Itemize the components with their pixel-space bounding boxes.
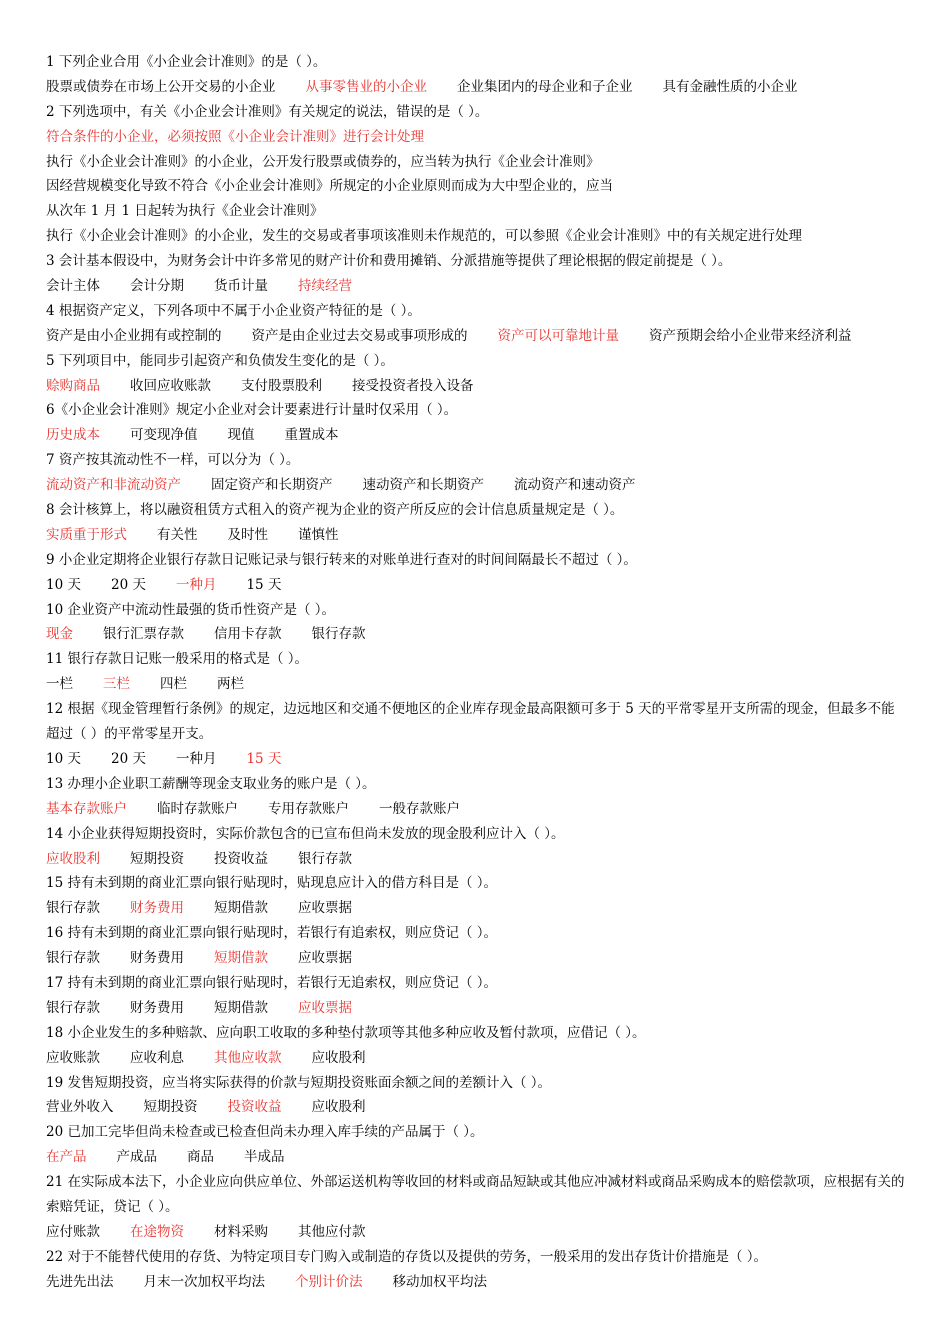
answer-option: 应收股利 bbox=[311, 1099, 366, 1116]
question-text: 7 资产按其流动性不一样，可以分为（ ）。 bbox=[46, 452, 300, 469]
answer-option: 半成品 bbox=[244, 1149, 285, 1166]
options-row bbox=[46, 847, 906, 872]
answer-option: 会计主体 bbox=[46, 278, 100, 295]
options-row bbox=[46, 1220, 906, 1245]
options-row bbox=[46, 1270, 906, 1295]
answer-option-correct: 在途物资 bbox=[130, 1223, 184, 1240]
question-text: 13 办理小企业职工薪酬等现金支取业务的账户是（ ）。 bbox=[46, 775, 376, 792]
question-text: 12 根据《现金管理暂行条例》的规定，边远地区和交通不便地区的企业库存现金最高限额可多于 5 天的平常零星开支所需的现金，但最多不能超过（ ）的平常零星开支。 bbox=[46, 701, 895, 743]
answer-option: 10 天 bbox=[46, 576, 81, 593]
answer-option: 财务费用 bbox=[130, 999, 184, 1016]
question-text: 10 企业资产中流动性最强的货币性资产是（ ）。 bbox=[46, 601, 336, 618]
answer-option: 一种月 bbox=[175, 750, 217, 767]
options-row bbox=[46, 374, 906, 399]
answer-option-correct: 财务费用 bbox=[130, 900, 184, 917]
answer-option: 产成品 bbox=[116, 1149, 157, 1166]
answer-option: 四栏 bbox=[160, 676, 187, 693]
answer-option: 从次年 1 月 1 日起转为执行《企业会计准则》 bbox=[46, 203, 324, 220]
answer-option: 有关性 bbox=[157, 526, 198, 543]
answer-option: 银行存款 bbox=[46, 999, 100, 1016]
options-row bbox=[46, 75, 906, 100]
options-row bbox=[46, 523, 906, 548]
question-text: 6《小企业会计准则》规定小企业对会计要素进行计量时仅采用（ ）。 bbox=[46, 402, 458, 419]
answer-option-correct: 三栏 bbox=[103, 676, 130, 693]
answer-option-correct: 赊购商品 bbox=[46, 377, 100, 394]
answer-option: 接受投资者投入设备 bbox=[352, 377, 474, 394]
answer-option: 信用卡存款 bbox=[214, 626, 282, 643]
answer-option: 20 天 bbox=[110, 576, 146, 593]
options-row bbox=[46, 1095, 906, 1120]
answer-option: 执行《小企业会计准则》的小企业，公开发行股票或债券的，应当转为执行《企业会计准则》 bbox=[46, 153, 600, 170]
question-text: 14 小企业获得短期投资时，实际价款包含的已宣布但尚未发放的现金股利应计入（ ）。 bbox=[46, 825, 565, 842]
answer-option: 应收票据 bbox=[298, 950, 352, 967]
question-text: 8 会计核算上，将以融资租赁方式租入的资产视为企业的资产所反应的会计信息质量规定是（ ）。 bbox=[46, 502, 624, 519]
options-row bbox=[46, 896, 906, 921]
options-row bbox=[46, 274, 906, 299]
answer-option-correct: 应收票据 bbox=[298, 999, 352, 1016]
options-row bbox=[46, 797, 906, 822]
question-text: 18 小企业发生的多种赔款、应向职工收取的多种垫付款项等其他多种应收及暂付款项，应借记（ ）。 bbox=[46, 1024, 646, 1041]
question-text: 22 对于不能替代使用的存货、为特定项目专门购入或制造的存货以及提供的劳务，一般采用的发出存货计价措施是（ ）。 bbox=[46, 1248, 768, 1265]
answer-option: 投资收益 bbox=[214, 850, 268, 867]
answer-option: 营业外收入 bbox=[46, 1099, 114, 1116]
answer-option: 一栏 bbox=[46, 676, 73, 693]
question-text: 16 持有未到期的商业汇票向银行贴现时，若银行有追索权，则应贷记（ ）。 bbox=[46, 925, 498, 942]
exam-document bbox=[46, 50, 906, 1295]
options-row bbox=[46, 473, 906, 498]
question-text: 9 小企业定期将企业银行存款日记账记录与银行转来的对账单进行查对的时间间隔最长不超过（ ）。 bbox=[46, 551, 637, 568]
answer-option: 资产是由小企业拥有或控制的 bbox=[46, 327, 222, 344]
answer-option: 资产预期会给小企业带来经济利益 bbox=[649, 327, 852, 344]
answer-option: 短期借款 bbox=[214, 999, 268, 1016]
answer-option-correct: 应收股利 bbox=[46, 850, 100, 867]
answer-option: 速动资产和长期资产 bbox=[362, 477, 484, 494]
answer-option: 及时性 bbox=[227, 526, 268, 543]
answer-option: 支付股票股利 bbox=[241, 377, 322, 394]
answer-option: 移动加权平均法 bbox=[392, 1273, 487, 1290]
answer-option: 企业集团内的母企业和子企业 bbox=[457, 78, 633, 95]
options-row bbox=[46, 423, 906, 448]
answer-option: 两栏 bbox=[217, 676, 244, 693]
answer-option: 短期借款 bbox=[214, 900, 268, 917]
options-row bbox=[46, 1145, 906, 1170]
question-text: 1 下列企业合用《小企业会计准则》的是（ ）。 bbox=[46, 54, 327, 70]
question-text: 21 在实际成本法下，小企业应向供应单位、外部运送机构等收回的材料或商品短缺或其他应冲减材料或商品采购成本的赔偿款项，应根据有关的索赔凭证，贷记（ ）。 bbox=[46, 1174, 905, 1216]
answer-option: 专用存款账户 bbox=[268, 800, 349, 817]
answer-option: 短期投资 bbox=[130, 850, 184, 867]
options-row bbox=[46, 996, 906, 1021]
answer-option: 15 天 bbox=[246, 576, 282, 593]
answer-option: 银行汇票存款 bbox=[103, 626, 184, 643]
answer-option-correct: 短期借款 bbox=[214, 950, 268, 967]
answer-option: 谨慎性 bbox=[298, 526, 339, 543]
answer-option: 收回应收账款 bbox=[130, 377, 211, 394]
question-text: 5 下列项目中，能同步引起资产和负债发生变化的是（ ）。 bbox=[46, 352, 394, 369]
answer-option-correct: 流动资产和非流动资产 bbox=[46, 477, 181, 494]
answer-option: 流动资产和速动资产 bbox=[514, 477, 636, 494]
question-text: 11 银行存款日记账一般采用的格式是（ ）。 bbox=[46, 651, 309, 668]
answer-option: 具有金融性质的小企业 bbox=[662, 78, 798, 95]
answer-option: 因经营规模变化导致不符合《小企业会计准则》所规定的小企业原则而成为大中型企业的，应当 bbox=[46, 178, 613, 195]
answer-option-correct: 其他应收款 bbox=[214, 1049, 282, 1066]
answer-option-correct: 历史成本 bbox=[46, 427, 100, 444]
question-text: 17 持有未到期的商业汇票向银行贴现时，若银行无追索权，则应贷记（ ）。 bbox=[46, 974, 498, 991]
answer-option: 商品 bbox=[187, 1149, 214, 1166]
question-text: 15 持有未到期的商业汇票向银行贴现时，贴现息应计入的借方科目是（ ）。 bbox=[46, 875, 498, 892]
answer-option: 应收账款 bbox=[46, 1049, 100, 1066]
answer-option: 股票或债券在市场上公开交易的小企业 bbox=[46, 78, 276, 95]
answer-option: 先进先出法 bbox=[46, 1273, 114, 1290]
answer-option: 应付账款 bbox=[46, 1223, 100, 1240]
answer-option: 应收票据 bbox=[298, 900, 352, 917]
answer-option: 银行存款 bbox=[298, 850, 352, 867]
answer-option-correct: 在产品 bbox=[46, 1149, 87, 1166]
answer-option: 10 天 bbox=[46, 750, 81, 767]
answer-option: 其他应付款 bbox=[298, 1223, 366, 1240]
answer-option: 执行《小企业会计准则》的小企业，发生的交易或者事项该准则未作规范的，可以参照《企业会计准则》中的有关规定进行处理 bbox=[46, 228, 802, 245]
answer-option-correct: 一种月 bbox=[175, 576, 217, 593]
options-row bbox=[46, 573, 906, 598]
answer-option-correct: 个别计价法 bbox=[295, 1273, 363, 1290]
answer-option: 银行存款 bbox=[46, 950, 100, 967]
answer-option: 20 天 bbox=[110, 750, 146, 767]
options-row bbox=[46, 1046, 906, 1071]
answer-option: 现值 bbox=[227, 427, 255, 444]
answer-option-correct: 持续经营 bbox=[298, 278, 352, 295]
answer-option: 应收利息 bbox=[130, 1049, 184, 1066]
question-text: 19 发售短期投资，应当将实际获得的价款与短期投资账面余额之间的差额计入（ ）。 bbox=[46, 1074, 552, 1091]
answer-option: 货币计量 bbox=[214, 278, 268, 295]
options-row bbox=[46, 622, 906, 647]
options-row bbox=[46, 747, 906, 772]
options-row bbox=[46, 672, 906, 697]
answer-option: 资产是由企业过去交易或事项形成的 bbox=[251, 327, 468, 344]
answer-option: 银行存款 bbox=[311, 626, 366, 643]
answer-option-correct: 符合条件的小企业，必须按照《小企业会计准则》进行会计处理 bbox=[46, 128, 424, 145]
answer-option-correct: 现金 bbox=[46, 626, 73, 643]
answer-option: 财务费用 bbox=[130, 950, 184, 967]
answer-option: 临时存款账户 bbox=[157, 800, 238, 817]
answer-option: 重置成本 bbox=[284, 427, 339, 444]
answer-option-correct: 15 天 bbox=[246, 750, 282, 767]
answer-option: 固定资产和长期资产 bbox=[211, 477, 333, 494]
answer-option-correct: 资产可以可靠地计量 bbox=[497, 327, 619, 344]
options-row bbox=[46, 324, 906, 349]
question-text: 3 会计基本假设中，为财务会计中许多常见的财产计价和费用摊销、分派措施等提供了理论根据的假定前提是（ ）。 bbox=[46, 253, 732, 270]
answer-option-correct: 基本存款账户 bbox=[46, 800, 127, 817]
answer-option: 可变现净值 bbox=[130, 427, 198, 444]
question-text: 2 下列选项中，有关《小企业会计准则》有关规定的说法，错误的是（ ）。 bbox=[46, 103, 489, 120]
options-row bbox=[46, 946, 906, 971]
answer-option-correct: 实质重于形式 bbox=[46, 526, 127, 543]
answer-option: 短期投资 bbox=[143, 1099, 198, 1116]
answer-option: 会计分期 bbox=[130, 278, 184, 295]
answer-option: 材料采购 bbox=[214, 1223, 268, 1240]
answer-option-correct: 从事零售业的小企业 bbox=[305, 78, 427, 95]
question-text: 20 已加工完毕但尚未检查或已检查但尚未办理入库手续的产品属于（ ）。 bbox=[46, 1124, 484, 1141]
question-text: 4 根据资产定义，下列各项中不属于小企业资产特征的是（ ）。 bbox=[46, 302, 421, 319]
answer-option: 银行存款 bbox=[46, 900, 100, 917]
answer-option: 应收股利 bbox=[311, 1049, 366, 1066]
answer-option-correct: 投资收益 bbox=[227, 1099, 282, 1116]
answer-option: 月末一次加权平均法 bbox=[143, 1273, 265, 1290]
answer-option: 一般存款账户 bbox=[379, 800, 460, 817]
